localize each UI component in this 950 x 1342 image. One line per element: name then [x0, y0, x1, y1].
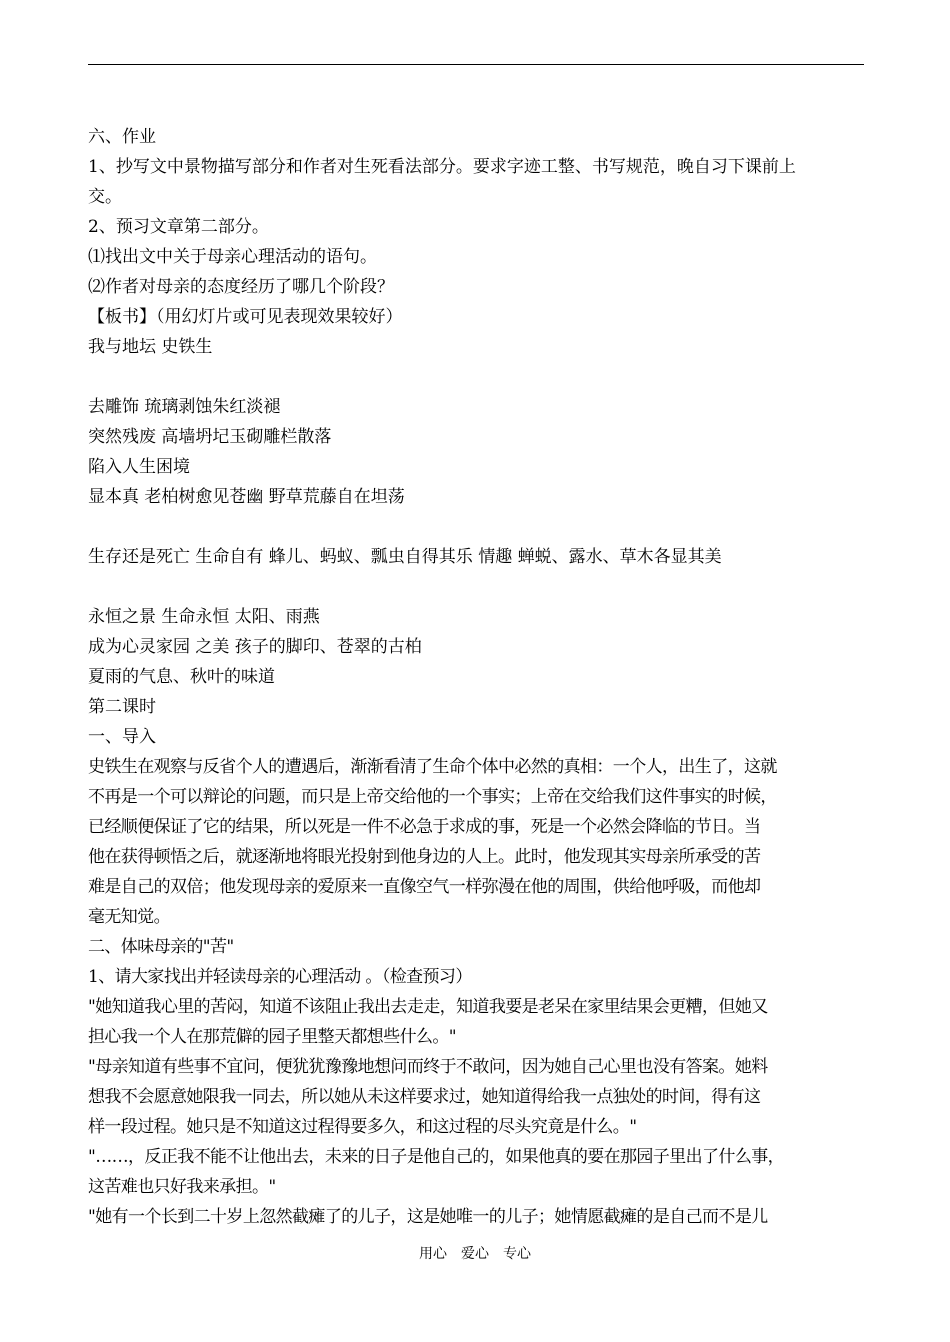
- text-line: 六、作业: [88, 127, 156, 147]
- header-rule: [88, 64, 864, 65]
- text-line: 生存还是死亡 生命自有 蜂儿、蚂蚁、瓢虫自得其乐 情趣 蝉蜕、露水、草木各显其美: [88, 547, 722, 567]
- text-line: 显本真 老柏树愈见苍幽 野草荒藤自在坦荡: [88, 487, 405, 507]
- text-line: 毫无知觉。: [88, 907, 170, 927]
- text-line: 样一段过程。她只是不知道这过程得要多久，和这过程的尽头究竟是什么。": [88, 1117, 637, 1137]
- text-line: 突然残废 高墙坍圮玉砌雕栏散落: [88, 427, 332, 447]
- text-line: ⑵作者对母亲的态度经历了哪几个阶段？: [88, 277, 394, 297]
- text-line: 这苦难也只好我来承担。": [88, 1177, 276, 1197]
- text-line: 1、请大家找出并轻读母亲的心理活动 。（检查预习）: [88, 967, 472, 987]
- text-line: 夏雨的气息、秋叶的味道: [88, 667, 275, 687]
- text-line: 难是自己的双倍；他发现母亲的爱原来一直像空气一样弥漫在他的周围，供给他呼吸，而他却: [88, 877, 761, 897]
- text-line: 史铁生在观察与反省个人的遭遇后，渐渐看清了生命个体中必然的真相：一个人，出生了，这就: [88, 757, 777, 777]
- text-line: 已经顺便保证了它的结果，所以死是一件不必急于求成的事，死是一个必然会降临的节日。当: [88, 817, 761, 837]
- page-footer: 用心 爱心 专心: [419, 1246, 531, 1262]
- text-line: 担心我一个人在那荒僻的园子里整天都想些什么。": [88, 1027, 457, 1047]
- text-line: "她知道我心里的苦闷，知道不该阻止我出去走走，知道我要是老呆在家里结果会更糟，但她又: [88, 997, 768, 1017]
- text-line: "她有一个长到二十岁上忽然截瘫了的儿子，这是她唯一的儿子；她情愿截瘫的是自己而不是儿: [88, 1207, 768, 1227]
- text-line: ⑴找出文中关于母亲心理活动的语句。: [88, 247, 377, 267]
- text-line: 交。: [88, 187, 122, 207]
- text-line: 永恒之景 生命永恒 太阳、雨燕: [88, 607, 320, 627]
- text-line: 2、预习文章第二部分。: [88, 217, 269, 237]
- text-line: 第二课时: [88, 697, 156, 717]
- text-line: "母亲知道有些事不宜问，便犹犹豫豫地想问而终于不敢问，因为她自己心里也没有答案。她料: [88, 1057, 768, 1077]
- document-body: [88, 122, 868, 1232]
- blank-line: [88, 512, 868, 542]
- text-line: "……，反正我不能不让他出去，未来的日子是他自己的，如果他真的要在那园子里出了什么事，: [88, 1147, 785, 1167]
- text-line: 成为心灵家园 之美 孩子的脚印、苍翠的古柏: [88, 637, 422, 657]
- text-line: 【板书】（用幻灯片或可见表现效果较好）: [88, 307, 403, 327]
- text-line: 1、抄写文中景物描写部分和作者对生死看法部分。要求字迹工整、书写规范，晚自习下课前上: [88, 157, 796, 177]
- blank-line: [88, 572, 868, 602]
- text-line: 一、导入: [88, 727, 156, 747]
- text-line: 他在获得顿悟之后，就逐渐地将眼光投射到他身边的人上。此时，他发现其实母亲所承受的苦: [88, 847, 761, 867]
- text-line: 不再是一个可以辩论的问题，而只是上帝交给他的一个事实；上帝在交给我们这件事实的时候，: [88, 787, 777, 807]
- blank-line: [88, 362, 868, 392]
- text-line: 去雕饰 琉璃剥蚀朱红淡褪: [88, 397, 281, 417]
- text-line: 二、体味母亲的"苦": [88, 937, 234, 957]
- text-line: 想我不会愿意她限我一同去，所以她从未这样要求过，她知道得给我一点独处的时间，得有这: [88, 1087, 761, 1107]
- text-line: 我与地坛 史铁生: [88, 337, 213, 357]
- text-line: 陷入人生困境: [88, 457, 190, 477]
